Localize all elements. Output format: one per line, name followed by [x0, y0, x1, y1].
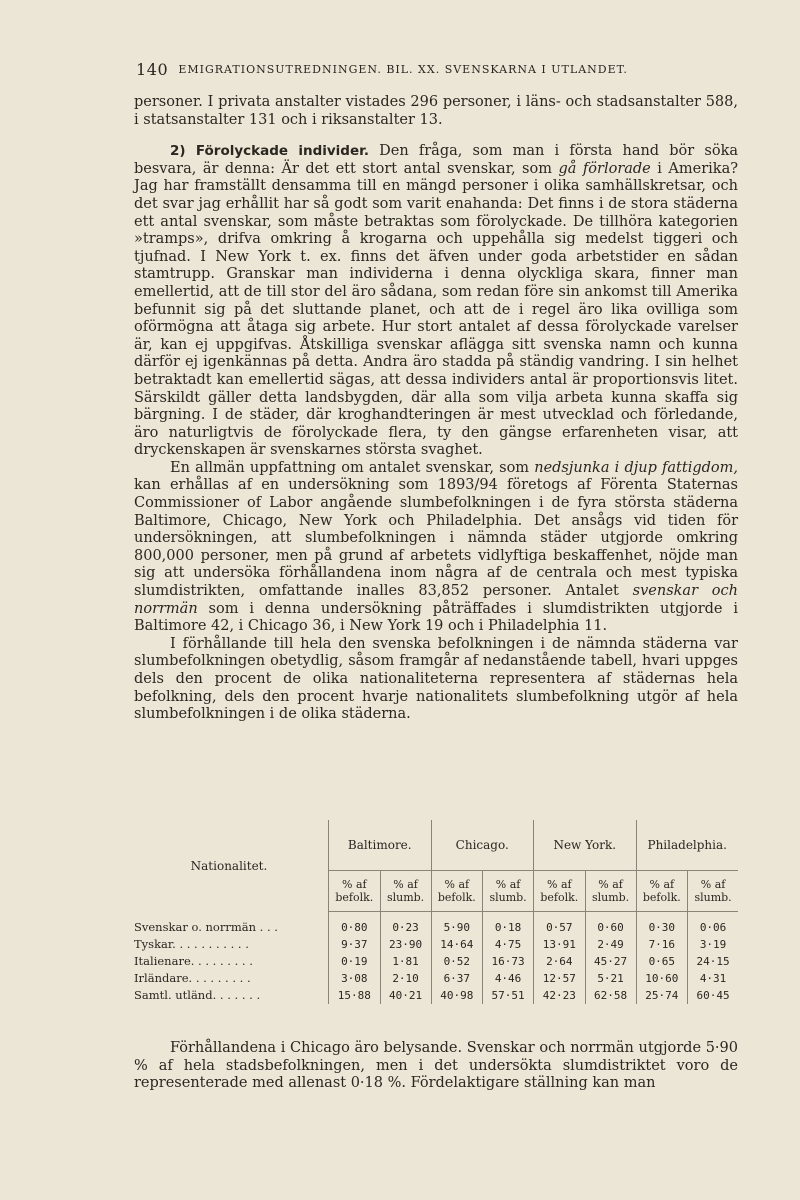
table-cell: 45·27: [585, 953, 636, 970]
table-cell: 5·90: [431, 912, 483, 937]
nationality-header: Nationalitet.: [130, 820, 329, 912]
nationality-table: [130, 820, 738, 1004]
table-cell: 4·31: [688, 970, 738, 987]
section-heading: 2) Förolyckade individer.: [170, 143, 369, 160]
table-cell: 24·15: [688, 953, 738, 970]
table-cell: 15·88: [329, 987, 381, 1004]
table-cell: 10·60: [636, 970, 688, 987]
subheader-befolk: % af befolk.: [431, 871, 483, 912]
table-cell: 2·64: [534, 953, 586, 970]
table-cell: 0·30: [636, 912, 688, 937]
table-cell: 0·80: [329, 912, 381, 937]
table-cell: 62·58: [585, 987, 636, 1004]
paragraph-5: Förhållandena i Chicago äro belysande. Svenskar och norrmän utgjorde 5·90 % af hela stadsbefolkningen, men i det undersökta slumdistriktet voro de representerade med allenast 0·18 %. Fördelaktigare ställning kan man: [134, 1040, 738, 1092]
running-header: [136, 60, 736, 79]
city-header-chicago: Chicago.: [431, 820, 534, 871]
table-cell: 23·90: [380, 936, 431, 953]
paragraph-3-italic-1: nedsjunka i djup fattigdom,: [534, 459, 738, 476]
subheader-slumb: % af slumb.: [380, 871, 431, 912]
body-text-after-table: [134, 1040, 738, 1093]
row-label: Samtl. utländ. . . . . . .: [130, 987, 329, 1004]
row-label: Irländare. . . . . . . . .: [130, 970, 329, 987]
table-cell: 3·19: [688, 936, 738, 953]
subheader-slumb: % af slumb.: [688, 871, 738, 912]
paragraph-4: I förhållande till hela den svenska befolkningen i de nämnda städerna var slumbefolkningen obetydlig, såsom framgår af nedanstående tabell, hvari uppges dels den procent de olika nationaliteterna representera af städernas hela befolkning, dels den procent hvarje nationalitets slumbefolkning utgör af hela slumbefolkningen i de olika städerna.: [134, 635, 738, 723]
paragraph-2-italic: gå förlorade: [558, 160, 651, 177]
table-cell: 0·23: [380, 912, 431, 937]
row-label: Tyskar. . . . . . . . . . .: [130, 936, 329, 953]
table-cell: 0·19: [329, 953, 381, 970]
table-cell: 0·18: [483, 912, 534, 937]
table-cell: 25·74: [636, 987, 688, 1004]
table-cell: 16·73: [483, 953, 534, 970]
table-cell: 0·52: [431, 953, 483, 970]
running-head: EMIGRATIONSUTREDNINGEN. BIL. XX. SVENSKARNA I UTLANDET.: [178, 63, 628, 76]
table-row: [130, 953, 738, 970]
table-cell: 13·91: [534, 936, 586, 953]
paragraph-2-text-a: Den fråga, som man i första hand bör söka besvara, är denna: Är det ett stort antal svenskar, som: [134, 143, 738, 177]
body-text: [134, 94, 738, 724]
subheader-slumb: % af slumb.: [585, 871, 636, 912]
paragraph-3: [134, 460, 738, 636]
paragraph-1: personer. I privata anstalter vistades 296 personer, i läns- och stadsanstalter 588, i statsanstalter 131 och i riksanstalter 13.: [134, 94, 738, 128]
table-cell: 2·49: [585, 936, 636, 953]
table-cell: 2·10: [380, 970, 431, 987]
table-cell: 3·08: [329, 970, 381, 987]
table-cell: 6·37: [431, 970, 483, 987]
table-row: [130, 987, 738, 1004]
table-cell: 1·81: [380, 953, 431, 970]
table-cell: 40·21: [380, 987, 431, 1004]
table-cell: 60·45: [688, 987, 738, 1004]
table-row: [130, 912, 738, 937]
paragraph-2: [134, 143, 738, 460]
table-row: [130, 970, 738, 987]
row-label: Italienare. . . . . . . . .: [130, 953, 329, 970]
paragraph-3-text-a: En allmän uppfattning om antalet svenskar, som: [170, 459, 535, 476]
subheader-befolk: % af befolk.: [636, 871, 688, 912]
city-header-philadelphia: Philadelphia.: [636, 820, 738, 871]
subheader-slumb: % af slumb.: [483, 871, 534, 912]
table-cell: 42·23: [534, 987, 586, 1004]
table-cell: 4·46: [483, 970, 534, 987]
table-cell: 0·60: [585, 912, 636, 937]
table-cell: 0·06: [688, 912, 738, 937]
table-cell: 4·75: [483, 936, 534, 953]
table-row: [130, 936, 738, 953]
table-cell: 12·57: [534, 970, 586, 987]
subheader-befolk: % af befolk.: [534, 871, 586, 912]
table-cell: 57·51: [483, 987, 534, 1004]
paragraph-3-italic-2: svenskar och norrmän: [134, 583, 738, 617]
subheader-befolk: % af befolk.: [329, 871, 381, 912]
table-cell: 40·98: [431, 987, 483, 1004]
paragraph-2-text-b: i Amerika? Jag har framställt densamma till en mängd personer i olika samhällskretsar, och det svar jag erhållit har så godt som varit enahanda: Det finns i de stora städerna ett antal svenskar, som måste betraktas som förolyckade. De tillhöra kategorien »tramps», drifva omkring å krogarna och uppehålla sig medelst tiggeri och tjufnad. I New York t. ex. finns det äfven under goda arbetstider en sådan stamtrupp. Granskar man individerna i denna olyckliga skara, finner man emellertid, att de till stor del äro sådana, som redan före sin ankomst till Amerika befunnit sig på det sluttande planet, och att de i regel äro lika ovilliga som oförmögna att åtaga sig arbete. Hur stort antalet af dessa förolyckade varelser är, kan ej uppgifvas. Åtskilliga svenskar aflägga sitt svenska namn och kunna därför ej igenkännas på detta. Andra äro stadda på ständig vandring. I sin helhet betraktadt kan emellertid sägas, att dessa individers antal är proportionsvis litet. Särskildt gäller detta landsbygden, där alla som vilja arbeta kunna skaffa sig bärgning. I de städer, där kroghandteringen är mest utvecklad och förledande, äro naturligtvis de förolyckade flera, ty den gängse erfarenheten visar, att dryckenskapen är svenskarnes största svaghet.: [134, 160, 738, 459]
paragraph-3-text-c: som i denna undersökning påträffades i slumdistrikten utgjorde i Baltimore 42, i Chicago 36, i New York 19 och i Philadelphia 11.: [134, 600, 738, 635]
paragraph-3-text-b: kan erhållas af en undersökning som 1893/94 företogs af Förenta Staternas Commissioner of Labor angående slumbefolkningen i de fyra största städerna Baltimore, Chicago, New York och Philadelphia. Det ansågs vid tiden för undersökningen, att slumbefolkningen i nämnda städer utgjorde omkring 800,000 personer, men på grund af arbetets vidlyftiga beskaffenhet, nöjde man sig att undersöka förhållandena inom några af de centrala och mest typiska slumdistrikten, omfattande inalles 83,852 personer. Antalet: [134, 477, 738, 600]
table-cell: 0·57: [534, 912, 586, 937]
row-label: Svenskar o. norrmän . . .: [130, 912, 329, 937]
table-cell: 14·64: [431, 936, 483, 953]
city-header-baltimore: Baltimore.: [329, 820, 432, 871]
page-number: 140: [136, 60, 169, 79]
city-header-new-york: New York.: [534, 820, 637, 871]
table-cell: 0·65: [636, 953, 688, 970]
table-cell: 5·21: [585, 970, 636, 987]
table-cell: 7·16: [636, 936, 688, 953]
table-cell: 9·37: [329, 936, 381, 953]
